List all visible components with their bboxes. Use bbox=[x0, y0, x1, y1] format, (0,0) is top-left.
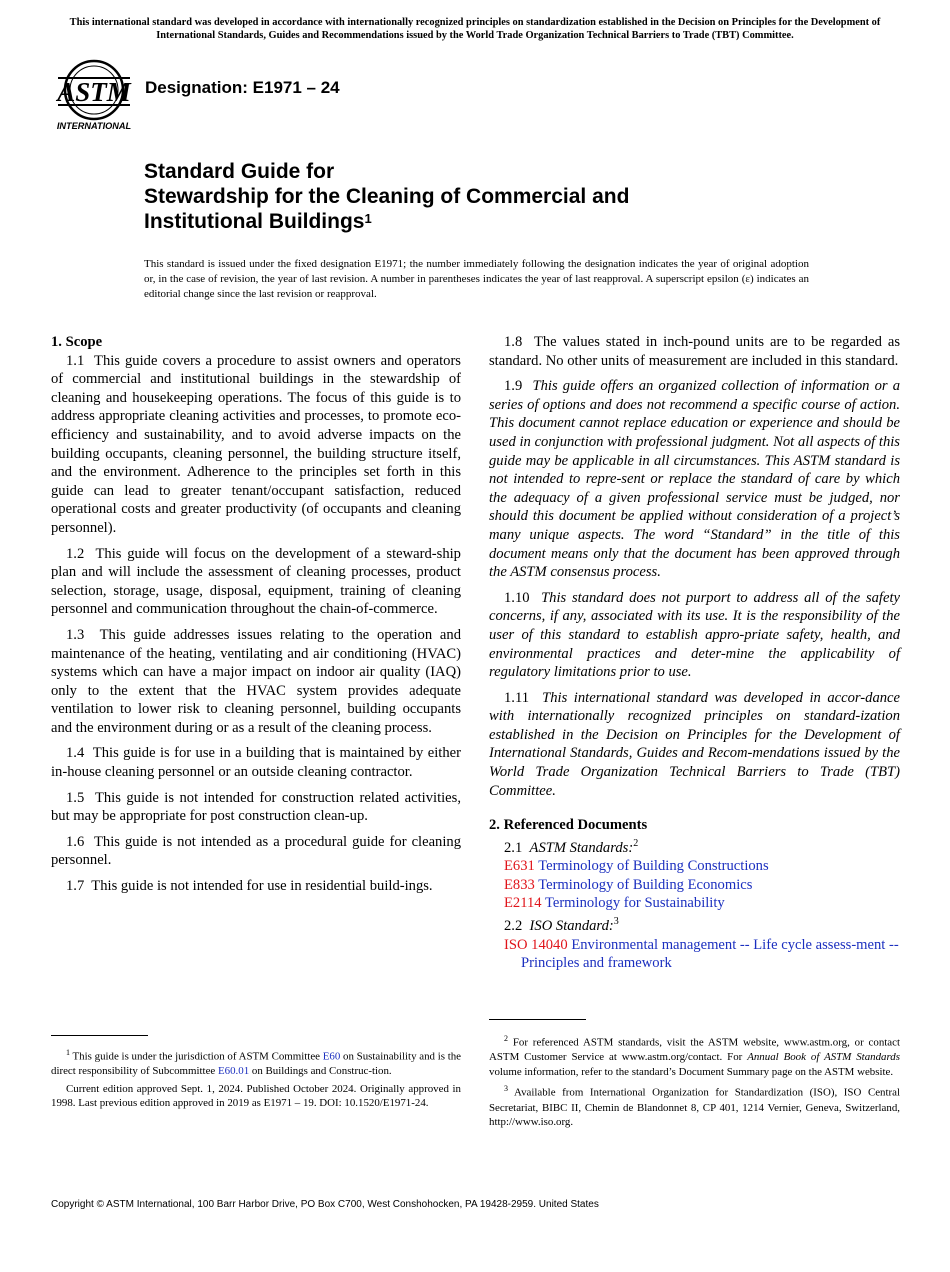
section-heading-scope: 1. Scope bbox=[51, 334, 103, 350]
section-heading-referenced-documents: 2. Referenced Documents bbox=[489, 817, 648, 834]
para-text: This guide is not intended as a procedural guide for cleaning personnel. bbox=[51, 833, 461, 869]
footnote-mark: 2 bbox=[633, 837, 639, 849]
sub-label: ASTM Standards: bbox=[529, 839, 634, 856]
footnote-text: Available from International Organization for Standardization (ISO), ISO Central Secretariat, BIBC II, Chemin de Blandonnet 8, CP 401, 1214 Vernier, Geneva, Switzerland, http://www.iso.org. bbox=[489, 1087, 901, 1129]
ref-code[interactable]: E833 bbox=[504, 876, 535, 893]
footnotes-right bbox=[489, 1032, 900, 1133]
ref-code[interactable]: E2114 bbox=[504, 895, 542, 912]
reference-e2114[interactable] bbox=[489, 894, 900, 913]
copyright-line: Copyright © ASTM International, 100 Barr Harbor Drive, PO Box C700, West Conshohocken, PA 19428-2959. United States bbox=[51, 1199, 599, 1210]
reference-e631[interactable] bbox=[489, 857, 900, 876]
para-num: 1.1 bbox=[66, 352, 85, 369]
footnote-text: volume information, refer to the standard’s Document Summary page on the ASTM website. bbox=[489, 1065, 894, 1078]
para-text: The values stated in inch-pound units are to be regarded as standard. No other units of measurement are included in this standard. bbox=[489, 334, 900, 369]
title-line-3-text: Institutional Buildings bbox=[144, 210, 365, 233]
footnote-text: on Buildings and Construc-tion. bbox=[251, 1065, 392, 1078]
issued-note: This standard is issued under the fixed designation E1971; the number immediately following the designation indicates the year of original adoption or, in the case of revision, the year of last revision. A number in parentheses indicates the year of last reapproval. A superscript epsilon (ε) indicates an editorial change since the last revision or reapproval. bbox=[144, 258, 809, 300]
paragraph-1-2 bbox=[51, 545, 461, 619]
footnote-text: This guide is under the jurisdiction of ASTM Committee bbox=[72, 1050, 320, 1063]
header-note: This international standard was developed in accordance with internationally recognized principles on standardization established in the Decision on Principles for the Development of International Standards, Guides and Recommendations issued by the World Trade Organization Technical Barriers to Trade (TBT) Committee. bbox=[69, 17, 881, 41]
para-text: This guide is for use in a building that is maintained by either in-house cleaning personnel or an outside cleaning contractor. bbox=[51, 745, 461, 781]
footnote-mark: 2 bbox=[504, 1034, 508, 1043]
paragraph-1-5 bbox=[51, 789, 461, 826]
reference-e833[interactable] bbox=[489, 876, 900, 895]
paragraph-1-4 bbox=[51, 744, 461, 781]
edition-note: Current edition approved Sept. 1, 2024. Published October 2024. Originally approved in 1998. Last previous edition approved in 2019 as E1971 – 19. DOI: 10.1520/E1971-24. bbox=[51, 1082, 461, 1110]
paragraph-1-8 bbox=[489, 333, 900, 370]
ref-title[interactable]: Terminology of Building Economics bbox=[538, 876, 753, 893]
para-num: 1.8 bbox=[504, 334, 523, 350]
para-num: 1.4 bbox=[66, 745, 85, 762]
paragraph-1-9 bbox=[489, 377, 900, 582]
para-num: 1.3 bbox=[66, 626, 85, 643]
footnotes-left bbox=[51, 1046, 461, 1114]
logo-caption: INTERNATIONAL bbox=[56, 121, 132, 131]
footnote-rule-right bbox=[489, 1019, 586, 1020]
footnote-text: For referenced ASTM standards, visit the ASTM website, www.astm.org, or contact ASTM Customer Service at www.astm.org/contact. For bbox=[489, 1036, 900, 1064]
footnote-mark: 1 bbox=[66, 1048, 70, 1057]
paragraph-1-7 bbox=[51, 877, 461, 896]
para-num: 1.6 bbox=[66, 833, 85, 850]
footnote-rule-left bbox=[51, 1035, 148, 1036]
para-text: This guide addresses issues relating to the operation and maintenance of the heating, ventilating and air conditioning (HVAC) systems which can have a major impact on indoor air quality (IAQ) only to the extent that the HVAC system provides adequate ventilation to lower risk to cleaning personnel, building occupants and the environment during or as a result of the cleaning process. bbox=[51, 626, 461, 736]
title-line-3 bbox=[144, 209, 824, 234]
para-num: 1.10 bbox=[504, 589, 530, 606]
para-text: This guide is not intended for use in residential build-ings. bbox=[91, 878, 433, 895]
ref-title[interactable]: Environmental management -- Life cycle assess-ment -- Principles and framework bbox=[521, 936, 899, 972]
paragraph-1-3 bbox=[51, 626, 461, 738]
para-num: 1.9 bbox=[504, 378, 523, 395]
ref-code[interactable]: ISO 14040 bbox=[504, 936, 568, 953]
para-num: 1.5 bbox=[66, 789, 85, 806]
footnote-mark: 3 bbox=[504, 1084, 508, 1094]
title-footnote-mark: 1 bbox=[364, 211, 372, 226]
document-title bbox=[144, 159, 824, 234]
footnote-text: on Sustainability and is the direct responsibility of Subcommittee bbox=[51, 1050, 461, 1078]
paragraph-1-6 bbox=[51, 833, 461, 870]
subsection-iso-standard bbox=[489, 913, 900, 935]
para-text: This standard does not purport to address all of the safety concerns, if any, associated with its use. It is the responsibility of the user of this standard to establish appro-priate safety, health, and environmental practices and deter-mine the applicability of regulatory limitations prior to use. bbox=[489, 589, 900, 681]
ref-code[interactable]: E631 bbox=[504, 858, 535, 875]
ref-title[interactable]: Terminology for Sustainability bbox=[544, 895, 725, 912]
subsection-astm-standards bbox=[489, 835, 900, 857]
para-text: This international standard was developed in accor-dance with internationally recognized principles on standard-ization established in the Decision on Principles for the Development of International Standards, Guides and Recom-mendations issued by the World Trade Organization Technical Barriers to Trade (TBT) Committee. bbox=[489, 689, 900, 799]
footnote-2 bbox=[489, 1032, 900, 1079]
paragraph-1-10 bbox=[489, 589, 900, 682]
designation: Designation: E1971 – 24 bbox=[145, 78, 340, 97]
title-line-1: Standard Guide for bbox=[144, 160, 335, 183]
para-text: This guide covers a procedure to assist owners and operators of commercial and institutional buildings in the stewardship of cleaning and housekeeping operations. The focus of this guide is to address appropriate cleaning activities and processes, to promote eco-efficiency and sustainability, and to avoid adverse impacts on the building occupants, cleaning personnel, the building structure itself, and the environment. Adherence to the principles set forth in this guide can lead to greater tenant/occupant satisfaction, reduced operational costs and greater productivity (of occupants and cleaning personnel). bbox=[51, 352, 461, 536]
para-text: This guide will focus on the development of a steward-ship plan and will include the assessment of cleaning processes, product selection, storage, usage, disposal, equipment, training of cleaning personnel and communication throughout the chain-of-commerce. bbox=[51, 545, 461, 618]
footnote-1 bbox=[51, 1046, 461, 1079]
para-num: 1.7 bbox=[66, 878, 85, 895]
left-column bbox=[51, 333, 461, 903]
ref-title[interactable]: Terminology of Building Constructions bbox=[538, 858, 769, 875]
paragraph-1-11 bbox=[489, 689, 900, 801]
right-column bbox=[489, 333, 900, 973]
astm-logo bbox=[52, 56, 136, 132]
sub-num: 2.2 bbox=[504, 917, 523, 934]
paragraph-1-1 bbox=[51, 352, 461, 538]
logo-letters: ASTM bbox=[57, 77, 131, 107]
footnote-italic: Annual Book of ASTM Standards bbox=[747, 1051, 900, 1064]
para-text: This guide is not intended for construction related activities, but may be appropriate for post construction clean-up. bbox=[51, 789, 461, 825]
subcommittee-link[interactable]: E60.01 bbox=[217, 1065, 250, 1078]
para-text: This guide offers an organized collection of information or a series of options and does not recommend a specific course of action. This document cannot replace education or experience and should be used in conjunction with professional judgment. Not all aspects of this guide may be applicable in all circumstances. This ASTM standard is not intended to repre-sent or replace the standard of care by which the adequacy of a given professional service must be judged, nor should this document be applied without consideration of a project’s many unique aspects. The word “Standard” in the title of this document means only that the document has been approved through the ASTM consensus process. bbox=[489, 378, 900, 581]
committee-link[interactable]: E60 bbox=[322, 1050, 341, 1063]
footnote-3 bbox=[489, 1082, 900, 1129]
title-line-2: Stewardship for the Cleaning of Commercial and bbox=[144, 185, 630, 208]
para-num: 1.2 bbox=[66, 545, 85, 562]
para-num: 1.11 bbox=[504, 689, 529, 706]
footnote-mark: 3 bbox=[613, 916, 619, 928]
sub-num: 2.1 bbox=[504, 839, 523, 856]
sub-label: ISO Standard: bbox=[529, 917, 614, 934]
reference-iso-14040[interactable] bbox=[489, 936, 900, 973]
